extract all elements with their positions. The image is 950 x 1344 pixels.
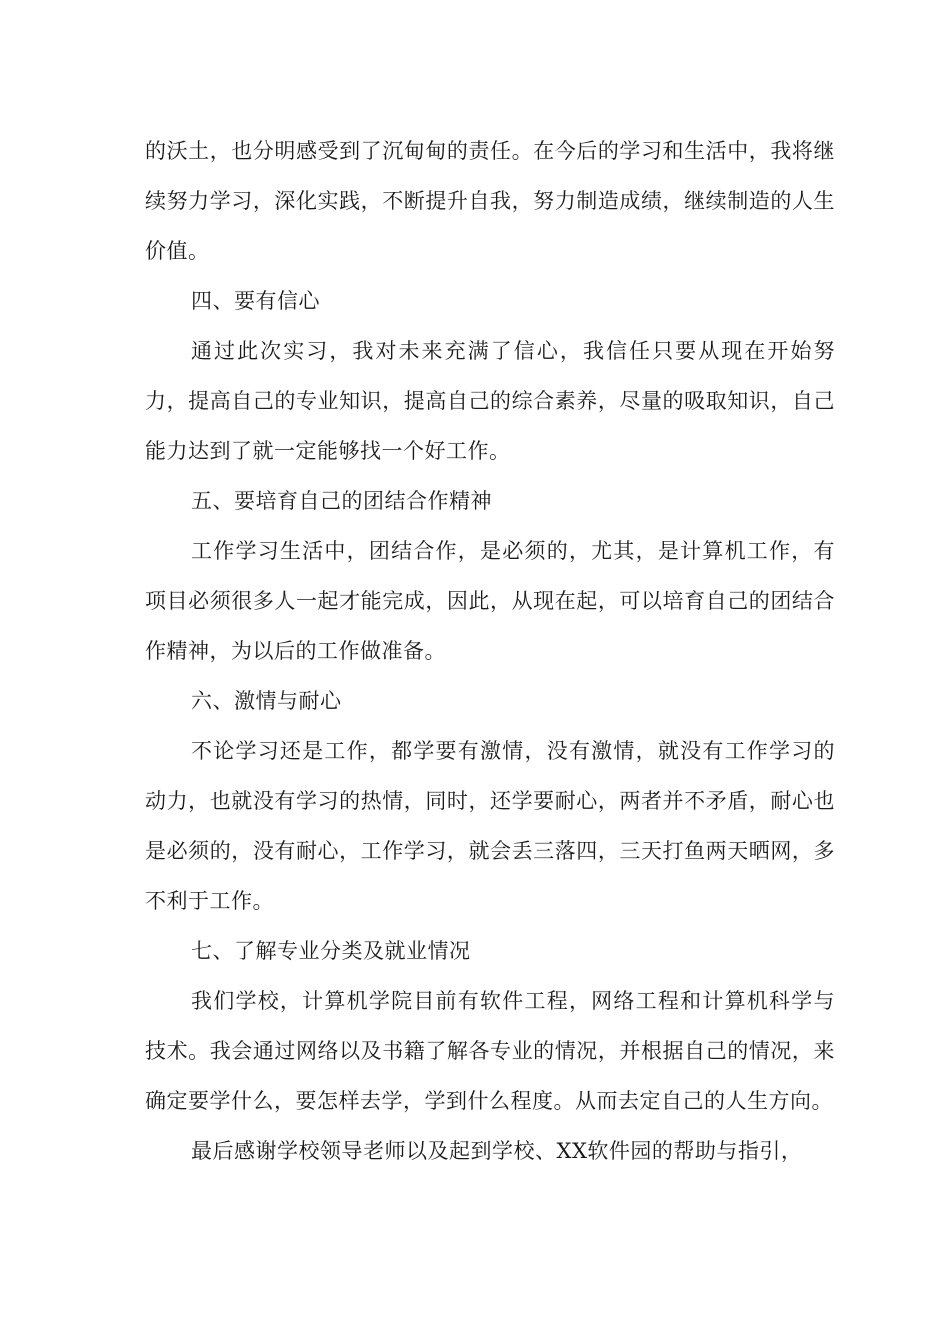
paragraph: 通过此次实习，我对未来充满了信心，我信任只要从现在开始努力，提高自己的专业知识，提高自己的综合素养，尽量的吸取知识，自己能力达到了就一定能够找一个好工作。: [145, 339, 835, 463]
document-body: [145, 126, 835, 1176]
section-heading-7: 七、了解专业分类及就业情况: [191, 939, 471, 963]
paragraph: 我们学校，计算机学院目前有软件工程，网络工程和计算机科学与技术。我会通过网络以及书籍了解各专业的情况，并根据自己的情况，来确定要学什么，要怎样去学，学到什么程度。从而去定自己的人生方向。: [145, 989, 835, 1113]
paragraph-continuation: 的沃土，也分明感受到了沉甸甸的责任。在今后的学习和生活中，我将继续努力学习，深化实践，不断提升自我，努力制造成绩，继续制造的人生价值。: [145, 139, 835, 263]
paragraph-closing: 最后感谢学校领导老师以及起到学校、XX软件园的帮助与指引，: [191, 1139, 803, 1163]
paragraph: 不论学习还是工作，都学要有激情，没有激情，就没有工作学习的动力，也就没有学习的热情，同时，还学要耐心，两者并不矛盾，耐心也是必须的，没有耐心，工作学习，就会丢三落四，三天打鱼两天晒网，多不利于工作。: [145, 739, 835, 913]
section-heading-4: 四、要有信心: [191, 289, 320, 313]
section-heading-5: 五、要培育自己的团结合作精神: [191, 489, 492, 513]
paragraph: 工作学习生活中，团结合作，是必须的，尤其，是计算机工作，有项目必须很多人一起才能完成，因此，从现在起，可以培育自己的团结合作精神，为以后的工作做准备。: [145, 539, 835, 663]
section-heading-6: 六、激情与耐心: [191, 689, 342, 713]
